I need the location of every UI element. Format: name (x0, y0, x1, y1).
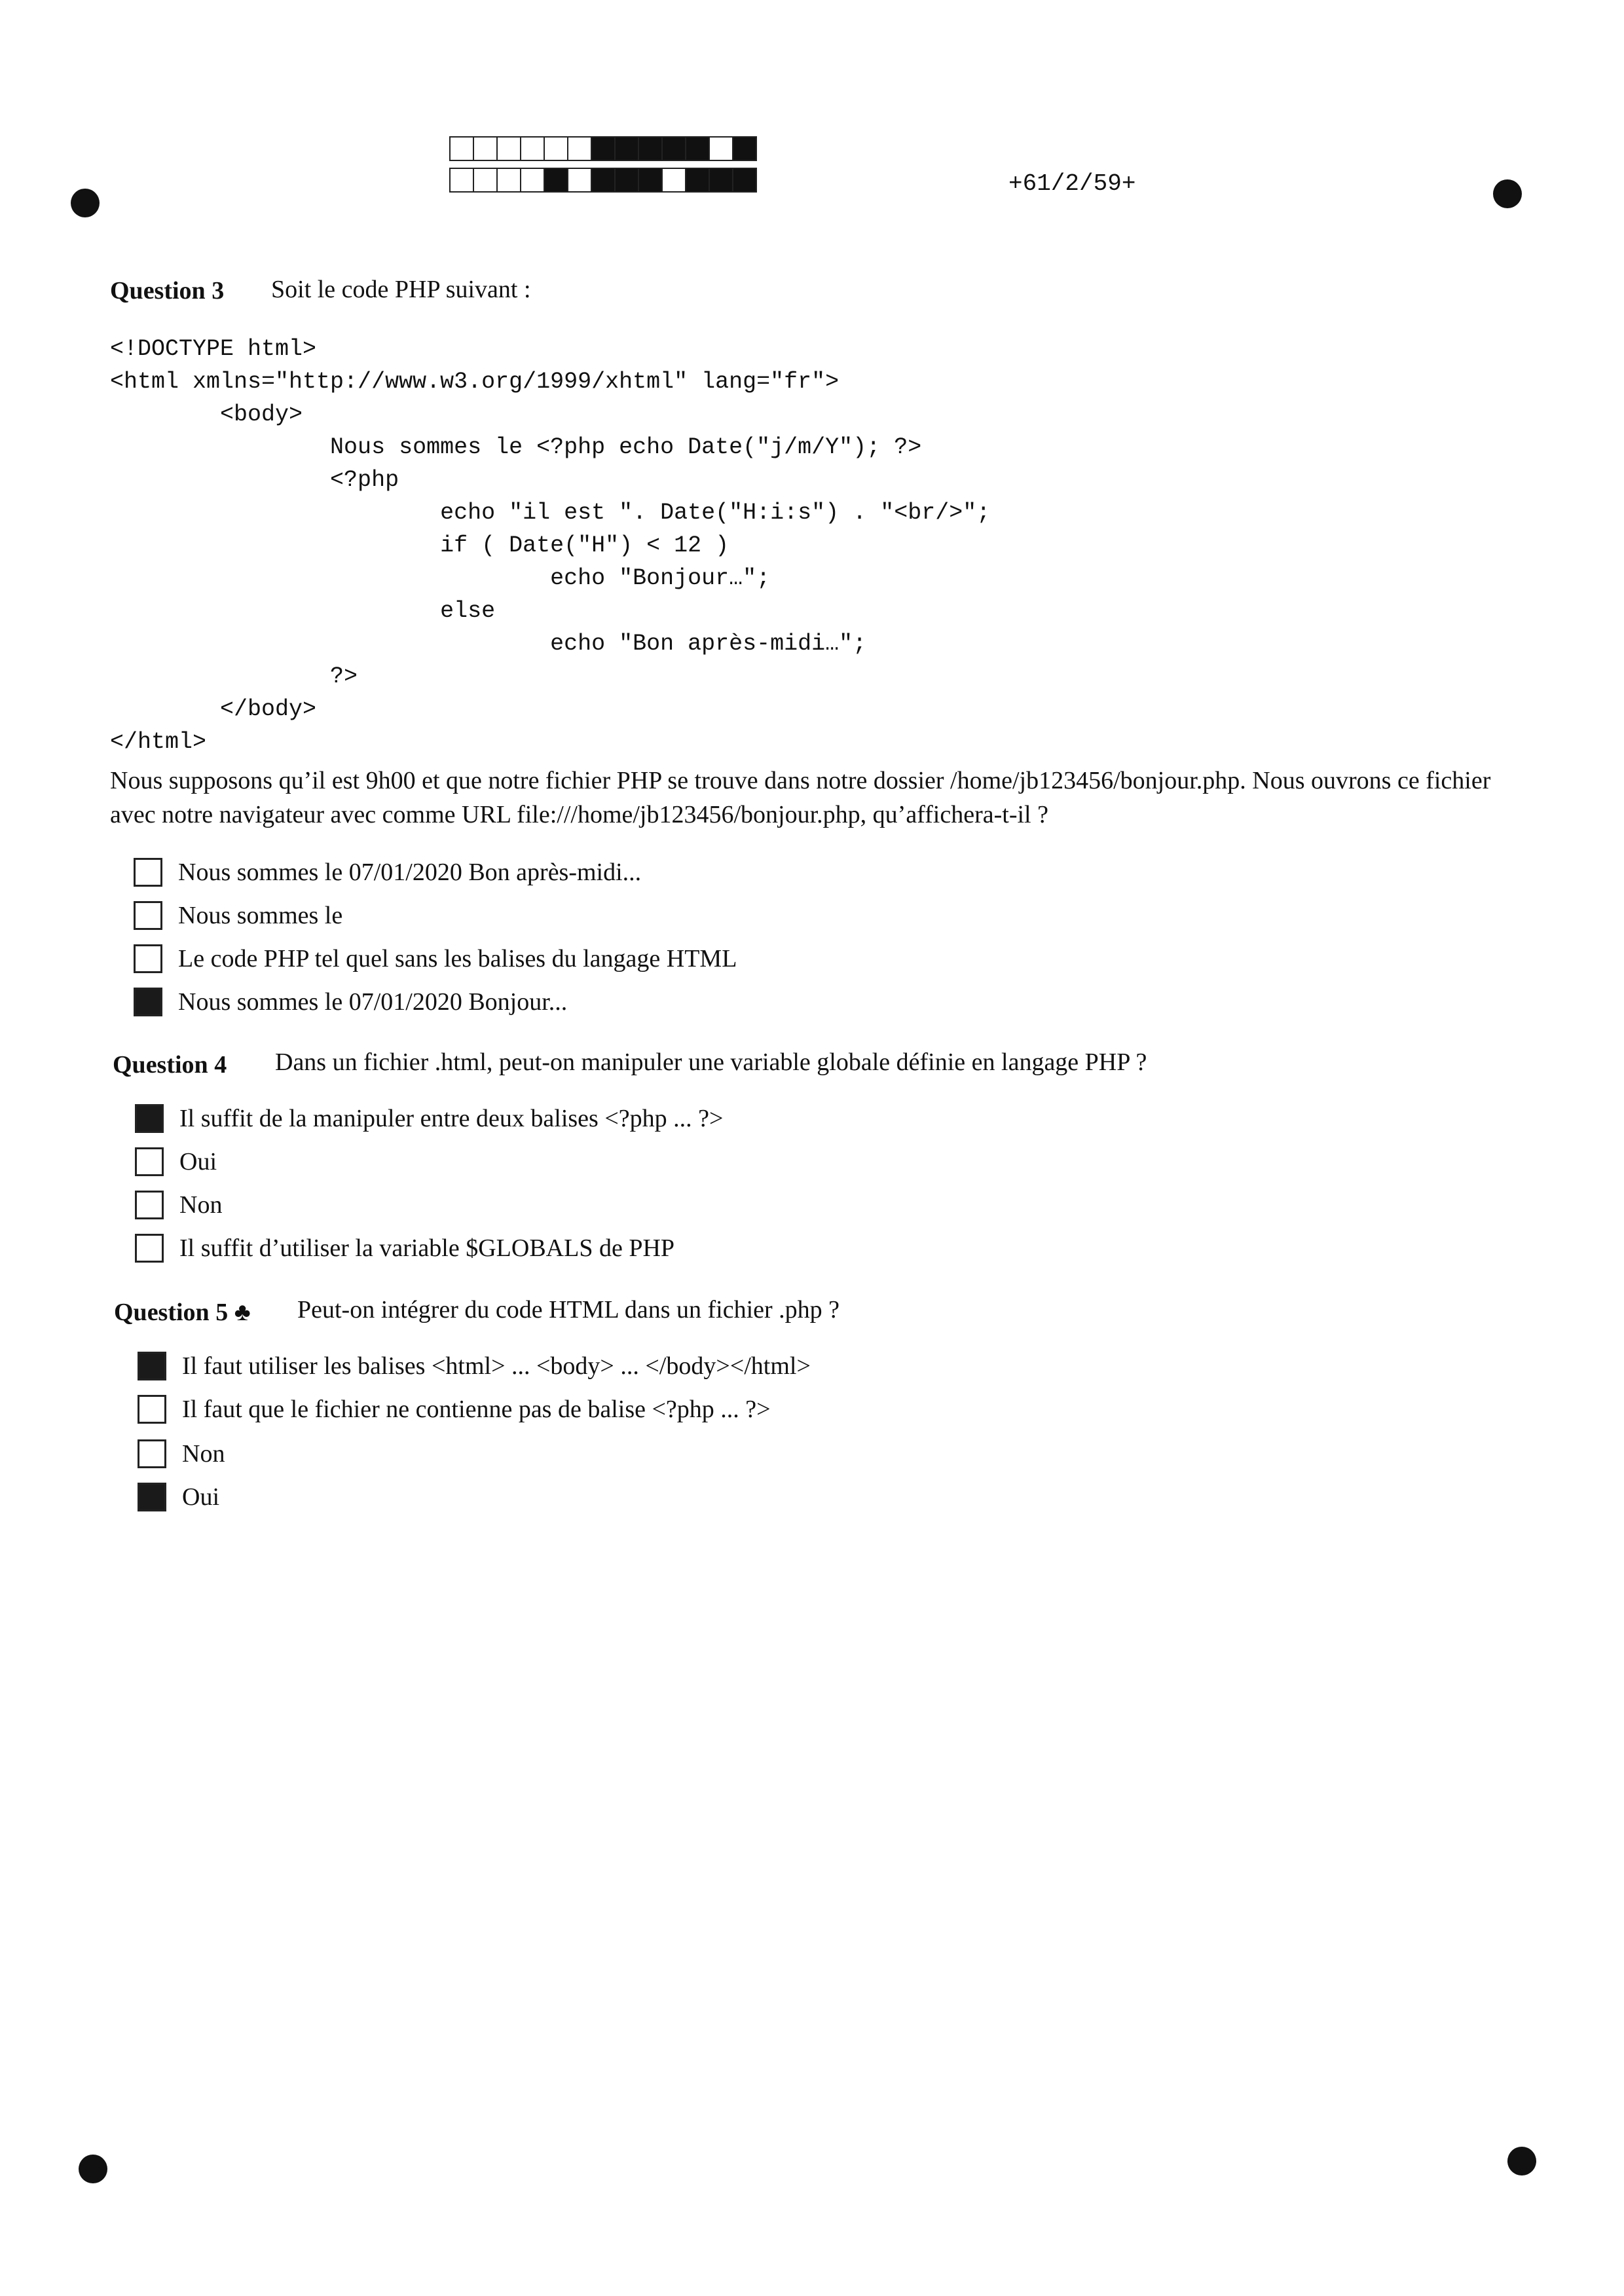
question-5-text: Peut-on intégrer du code HTML dans un fichier .php ? (297, 1296, 840, 1324)
barcode-cell (661, 168, 686, 193)
question-3-label: Question 3 (110, 277, 225, 305)
q3-choice-1[interactable] (134, 858, 641, 887)
q3-choice-4-label: Nous sommes le 07/01/2020 Bonjour... (178, 988, 568, 1016)
q4-choice-2-label: Oui (179, 1148, 217, 1176)
barcode-cell (685, 136, 710, 161)
question-4-text: Dans un fichier .html, peut-on manipuler une variable globale définie en langage PHP ? (275, 1048, 1147, 1076)
barcode-cell (496, 136, 521, 161)
code-line: <html xmlns="http://www.w3.org/1999/xhtml" lang="fr"> (110, 369, 840, 395)
code-line: <body> (110, 401, 303, 428)
q5-choice-2-checkbox[interactable] (138, 1395, 166, 1424)
question-3-description: Nous supposons qu’il est 9h00 et que notre fichier PHP se trouve dans notre dossier /home/jb123456/bonjour.php. Nous ouvrons ce fichier avec notre navigateur avec comme URL file:///home/jb123456/bonjour.php, qu’affichera-t-il ? (110, 767, 1491, 828)
code-line: <?php (110, 467, 399, 493)
q4-choice-4-label: Il suffit d’utiliser la variable $GLOBALS de PHP (179, 1234, 675, 1262)
q3-choice-4-checkbox[interactable] (134, 988, 162, 1016)
q3-choice-2-checkbox[interactable] (134, 901, 162, 930)
barcode-cell (544, 168, 568, 193)
question-3-intro: Soit le code PHP suivant : (271, 276, 531, 303)
q4-choice-3[interactable] (135, 1191, 222, 1219)
q3-choice-1-label: Nous sommes le 07/01/2020 Bon après-midi... (178, 859, 642, 886)
barcode-cell (732, 136, 757, 161)
barcode-cell (520, 168, 545, 193)
code-line: echo "Bon après-midi…"; (110, 631, 867, 657)
q5-choice-1[interactable] (138, 1352, 811, 1380)
barcode-cell (591, 136, 616, 161)
question-4-label: Question 4 (113, 1051, 227, 1079)
barcode-cell (449, 168, 474, 193)
q3-choice-3-label: Le code PHP tel quel sans les balises du langage HTML (178, 945, 737, 972)
q5-choice-2[interactable] (138, 1395, 771, 1424)
barcode-cell (732, 168, 757, 193)
barcode-cell (614, 168, 639, 193)
barcode-row-2 (451, 168, 757, 194)
q4-choice-3-label: Non (179, 1191, 223, 1219)
registration-mark-top-left (71, 189, 100, 217)
code-line: </body> (110, 696, 317, 722)
barcode-cell (449, 136, 474, 161)
code-line: ?> (110, 663, 358, 690)
code-line: <!DOCTYPE html> (110, 336, 317, 362)
barcode-cell (520, 136, 545, 161)
barcode-cell (685, 168, 710, 193)
code-line: if ( Date("H") < 12 ) (110, 532, 729, 559)
q5-choice-3-label: Non (182, 1440, 225, 1468)
q3-choice-2[interactable] (134, 901, 342, 930)
code-line: echo "il est ". Date("H:i:s") . "<br/>"; (110, 500, 991, 526)
barcode-cell (709, 136, 733, 161)
registration-mark-bottom-right (1507, 2147, 1536, 2176)
q5-choice-4-label: Oui (182, 1483, 219, 1511)
q5-choice-3-checkbox[interactable] (138, 1439, 166, 1468)
q5-choice-1-checkbox[interactable] (138, 1352, 166, 1380)
registration-mark-bottom-left (79, 2155, 107, 2183)
barcode-row-1 (451, 136, 757, 162)
q5-choice-3[interactable] (138, 1439, 225, 1468)
q5-choice-4[interactable] (138, 1483, 219, 1511)
barcode-cell (473, 136, 498, 161)
page-id: +61/2/59+ (1008, 170, 1136, 197)
question-5-label: Question 5 ♣ (114, 1299, 251, 1326)
barcode-cell (661, 136, 686, 161)
q4-choice-3-checkbox[interactable] (135, 1191, 164, 1219)
q3-choice-2-label: Nous sommes le (178, 902, 343, 929)
barcode-cell (591, 168, 616, 193)
q4-choice-4-checkbox[interactable] (135, 1234, 164, 1263)
barcode-cell (614, 136, 639, 161)
barcode-cell (496, 168, 521, 193)
barcode-cell (638, 136, 663, 161)
code-line: else (110, 598, 496, 624)
barcode-cell (473, 168, 498, 193)
registration-mark-top-right (1493, 179, 1522, 208)
code-line: Nous sommes le <?php echo Date("j/m/Y"); ?> (110, 434, 922, 460)
barcode-cell (567, 168, 592, 193)
barcode-cell (567, 136, 592, 161)
q5-choice-1-label: Il faut utiliser les balises <html> ... <body> ... </body></html> (182, 1352, 811, 1380)
code-line: echo "Bonjour…"; (110, 565, 771, 591)
php-code-block (110, 333, 990, 758)
q5-choice-2-label: Il faut que le fichier ne contienne pas de balise <?php ... ?> (182, 1396, 771, 1423)
q4-choice-2-checkbox[interactable] (135, 1147, 164, 1176)
barcode-cell (709, 168, 733, 193)
q5-choice-4-checkbox[interactable] (138, 1483, 166, 1511)
q3-choice-1-checkbox[interactable] (134, 858, 162, 887)
q3-choice-4[interactable] (134, 988, 567, 1016)
code-line: </html> (110, 729, 207, 755)
barcode-cell (638, 168, 663, 193)
q4-choice-1-checkbox[interactable] (135, 1104, 164, 1133)
q3-choice-3[interactable] (134, 944, 737, 973)
q4-choice-4[interactable] (135, 1234, 674, 1263)
q4-choice-1[interactable] (135, 1104, 723, 1133)
barcode-cell (544, 136, 568, 161)
q4-choice-2[interactable] (135, 1147, 217, 1176)
q4-choice-1-label: Il suffit de la manipuler entre deux balises <?php ... ?> (179, 1105, 724, 1132)
q3-choice-3-checkbox[interactable] (134, 944, 162, 973)
